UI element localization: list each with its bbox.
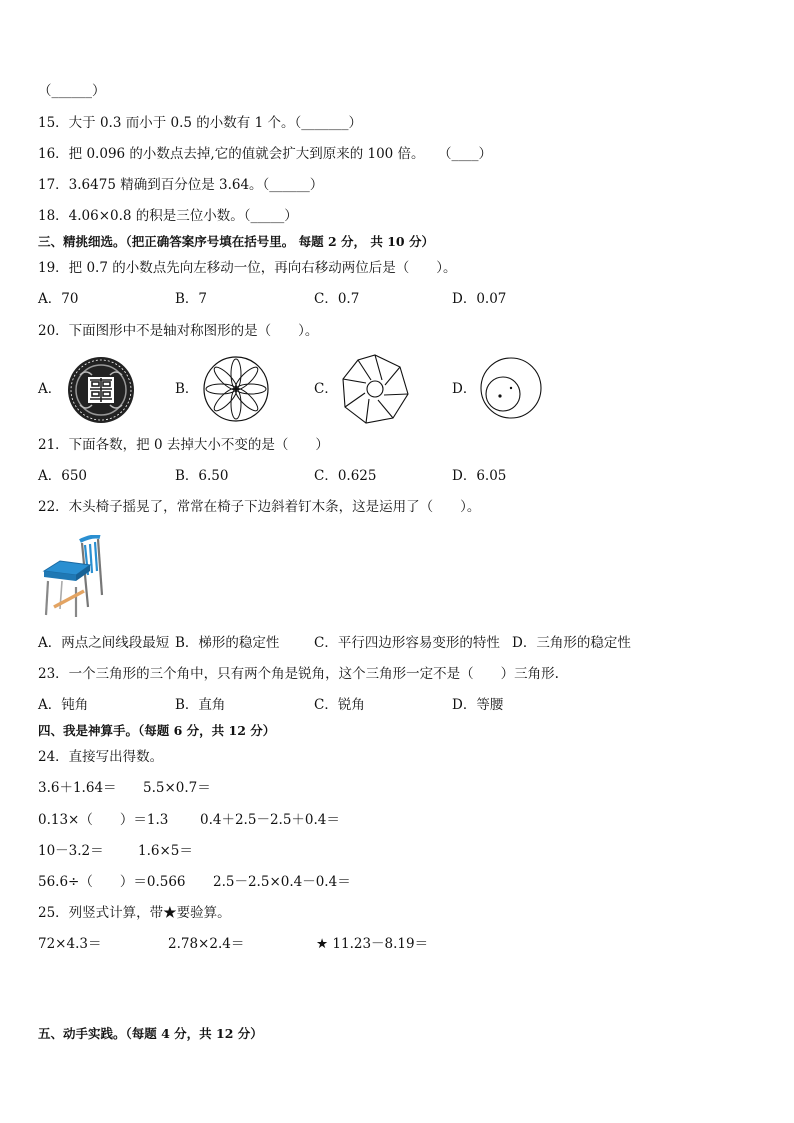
pinwheel-heptagon-icon xyxy=(338,352,412,426)
q20-option-b-label: B． xyxy=(175,381,199,397)
calc-item: 3.6＋1.64＝ xyxy=(38,780,117,796)
question-24: 24．直接写出得数。 xyxy=(38,749,164,765)
calc-item: 2.5－2.5×0.4－0.4＝ xyxy=(213,874,351,890)
q20-option-a-label: A． xyxy=(38,381,62,397)
calc-item: 5.5×0.7＝ xyxy=(143,780,211,796)
question-20: 20．下面图形中不是轴对称图形的是（ ）。 xyxy=(38,323,319,339)
calc-item: 10－3.2＝ xyxy=(38,843,104,859)
vertical-calc-item: 2.78×2.4＝ xyxy=(168,936,245,952)
q20-option-c-label: C． xyxy=(314,381,338,397)
question-25: 25．列竖式计算，带★要验算。 xyxy=(38,905,231,921)
section-3-heading: 三、精挑细选。（把正确答案序号填在括号里。 每题 2 分， 共 10 分） xyxy=(38,234,434,249)
q21-option-a: A．650 xyxy=(38,468,88,484)
q22-option-b: B．梯形的稳定性 xyxy=(175,635,280,651)
q21-option-d: D．6.05 xyxy=(452,468,507,484)
q19-option-a: A．70 xyxy=(38,291,79,307)
q22-option-d: D．三角形的稳定性 xyxy=(512,635,631,651)
q23-option-b: B．直角 xyxy=(175,697,226,713)
q20-option-d-label: D． xyxy=(452,381,477,397)
question-15: 15．大于 0.3 而小于 0.5 的小数有 1 个。（_______） xyxy=(38,115,362,131)
q21-option-c: C．0.625 xyxy=(314,468,377,484)
question-16: 16．把 0.096 的小数点去掉,它的值就会扩大到原来的 100 倍。 （____） xyxy=(38,146,493,162)
question-18: 18．4.06×0.8 的积是三位小数。（_____） xyxy=(38,208,298,224)
question-22: 22．木头椅子摇晃了，常常在椅子下边斜着钉木条，这是运用了（ ）。 xyxy=(38,499,481,515)
q22-option-a: A．两点之间线段最短 xyxy=(38,635,170,651)
section-5-heading: 五、动手实践。（每题 4 分，共 12 分） xyxy=(38,1026,263,1041)
q23-option-d: D．等腰 xyxy=(452,697,504,713)
q19-option-b: B．7 xyxy=(175,291,208,307)
section-4-heading: 四、我是神算手。（每题 6 分，共 12 分） xyxy=(38,723,276,738)
q23-option-a: A．钝角 xyxy=(38,697,89,713)
flower-rosette-circle-icon xyxy=(202,355,270,423)
vertical-calc-item: ★ 11.23－8.19＝ xyxy=(316,936,429,952)
question-17: 17．3.6475 精确到百分位是 3.64。（______） xyxy=(38,177,324,193)
question-19: 19．把 0.7 的小数点先向左移动一位，再向右移动两位后是（ ）。 xyxy=(38,260,457,276)
q23-option-c: C．锐角 xyxy=(314,697,365,713)
calc-item: 56.6÷（ ）＝0.566 xyxy=(38,874,186,890)
calc-item: 0.13×（ ）＝1.3 xyxy=(38,812,169,828)
calc-item: 1.6×5＝ xyxy=(138,843,193,859)
q19-option-c: C．0.7 xyxy=(314,291,360,307)
answer-blank-line: （______） xyxy=(38,83,106,99)
q21-option-b: B．6.50 xyxy=(175,468,229,484)
nested-circles-icon xyxy=(479,356,543,420)
q22-option-c: C．平行四边形容易变形的特性 xyxy=(314,635,500,651)
vertical-calc-item: 72×4.3＝ xyxy=(38,936,102,952)
chair-with-brace-icon xyxy=(40,535,106,621)
calc-item: 0.4＋2.5－2.5＋0.4＝ xyxy=(200,812,340,828)
question-23: 23．一个三角形的三个角中，只有两个角是锐角，这个三角形一定不是（ ）三角形. xyxy=(38,666,559,682)
double-happiness-emblem-icon xyxy=(66,355,136,425)
question-21: 21．下面各数，把 0 去掉大小不变的是（ ） xyxy=(38,437,329,453)
q19-option-d: D．0.07 xyxy=(452,291,507,307)
